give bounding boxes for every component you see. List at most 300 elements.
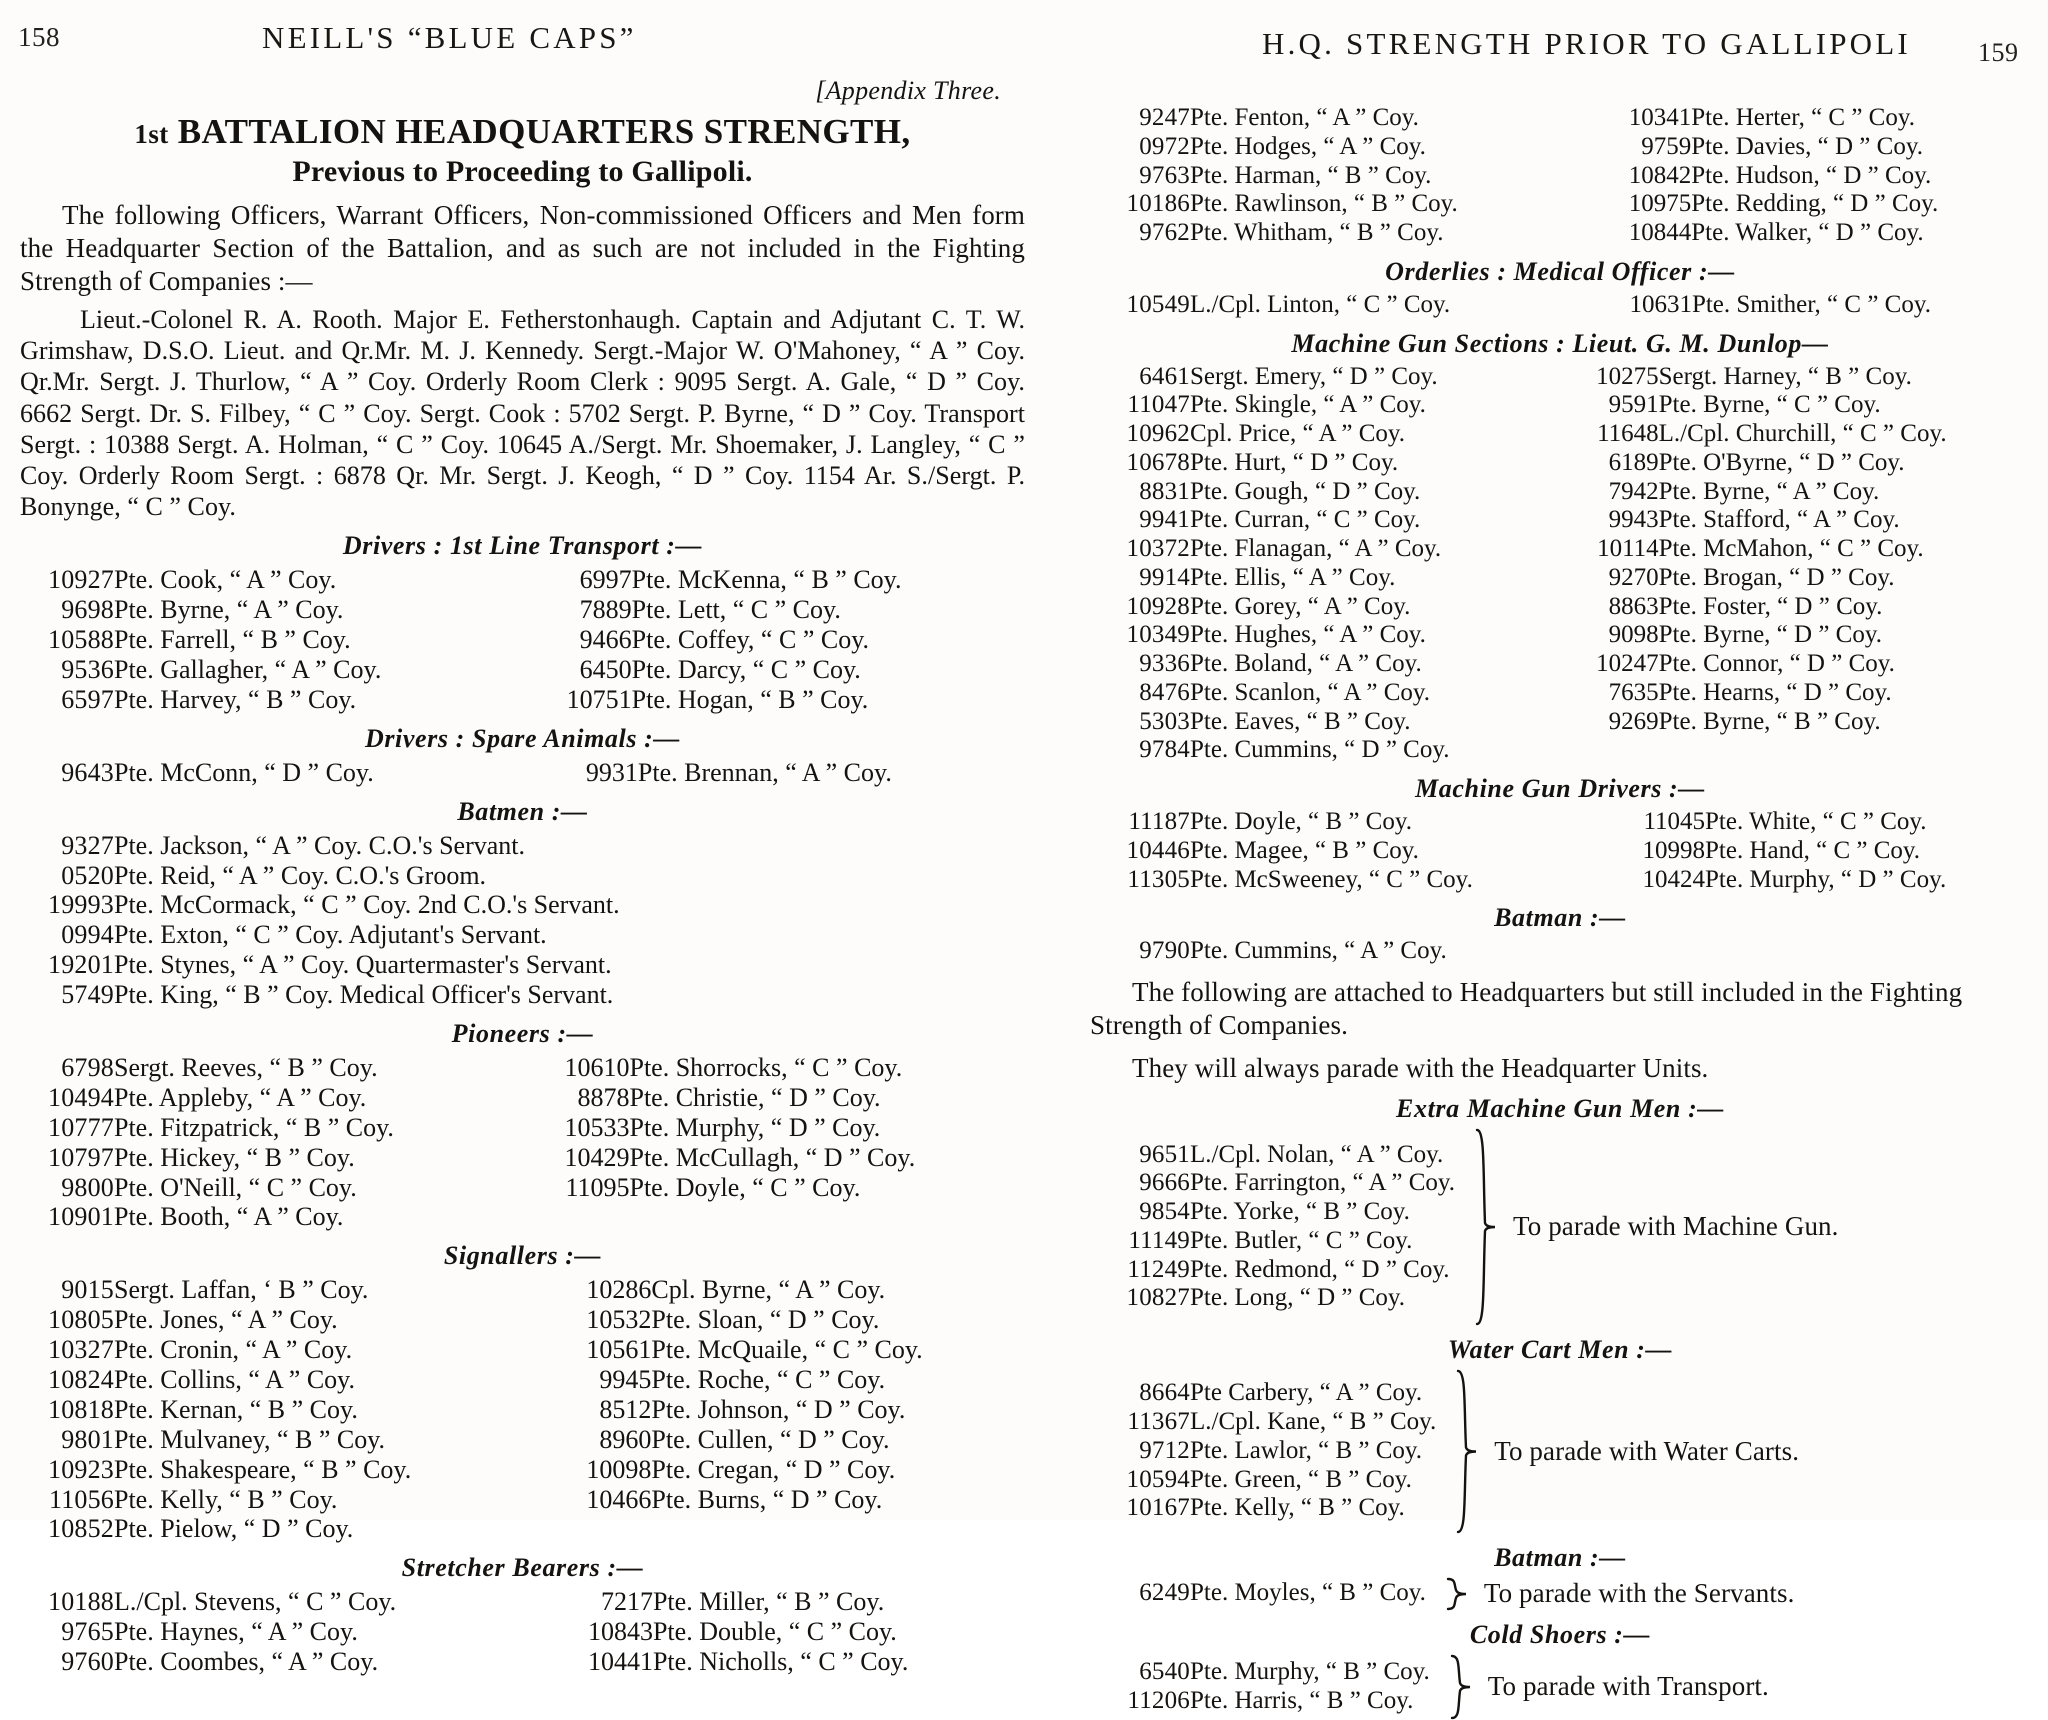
soldier-entry: Pte. Cronin, “ A ” Coy. <box>114 1335 353 1365</box>
left-roster-sections <box>20 531 1025 1677</box>
soldier-entry: Pte. Hodges, “ A ” Coy. <box>1190 132 1426 160</box>
section-heading: Pioneers :— <box>451 1019 594 1048</box>
service-number: 10923 <box>48 1454 114 1484</box>
service-number: 10532 <box>586 1305 652 1335</box>
service-number: 6597 <box>61 684 114 714</box>
column-gap <box>523 1455 557 1485</box>
service-number: 6997 <box>579 565 632 595</box>
service-number: 9098 <box>1608 621 1659 649</box>
soldier-entry: Pte. Shakespeare, “ B ” Coy. <box>114 1454 412 1484</box>
curly-brace-icon <box>1454 1369 1480 1534</box>
table-row <box>1090 1141 1455 1170</box>
soldier-entry: Pte. Hand, “ C ” Coy. <box>1705 836 1921 864</box>
table-row <box>1090 593 2030 622</box>
section-heading: Drivers : 1st Line Transport :— <box>342 531 703 561</box>
soldier-entry: Pte. Davies, “ D ” Coy. <box>1691 132 1923 160</box>
service-number: 10927 <box>48 565 114 595</box>
service-number: 10188 <box>48 1587 114 1617</box>
service-number: 10962 <box>1126 420 1190 447</box>
column-gap <box>501 1173 535 1203</box>
soldier-entry: Pte. Harris, “ B ” Coy. <box>1190 1686 1414 1714</box>
table-row <box>1090 808 2030 837</box>
running-head-left: NEILL'S “BLUE CAPS” <box>262 20 637 55</box>
section-heading: Batmen :— <box>457 796 588 826</box>
soldier-entry: Pte. Mulvaney, “ B ” Coy. <box>114 1424 386 1454</box>
soldier-entry: Pte. Christie, “ D ” Coy. <box>629 1082 881 1112</box>
table-row <box>20 1202 1025 1232</box>
service-number: 8878 <box>577 1082 630 1112</box>
table-row <box>20 595 1025 625</box>
service-number: 10631 <box>1629 290 1692 318</box>
service-number: 9336 <box>1139 650 1190 677</box>
table-row <box>1090 650 2030 679</box>
service-number: 9269 <box>1608 707 1659 735</box>
table-row <box>1090 1658 1430 1687</box>
soldier-entry: Pte. Hurt, “ D ” Coy. <box>1190 448 1399 476</box>
soldier-entry: Pte. Fitzpatrick, “ B ” Coy. <box>114 1112 394 1142</box>
service-number: 10349 <box>1126 621 1190 649</box>
table-row <box>1090 133 2030 162</box>
column-gap <box>1525 535 1559 564</box>
service-number: 9247 <box>1139 104 1190 131</box>
service-number: 10327 <box>48 1335 114 1365</box>
soldier-entry <box>651 1514 1025 1544</box>
column-gap <box>1525 363 1559 392</box>
roster-table <box>1090 808 2030 894</box>
table-row <box>1090 535 2030 564</box>
roster-table <box>1090 1379 1436 1523</box>
column-gap <box>523 1395 557 1425</box>
soldier-entry: Pte. Johnson, “ D ” Coy. <box>651 1394 906 1424</box>
soldier-entry: Pte. Exton, “ C ” Coy. Adjutant's Servant. <box>114 920 547 950</box>
service-number: 10678 <box>1126 448 1190 476</box>
soldier-entry: L./Cpl. Nolan, “ A ” Coy. <box>1190 1140 1444 1168</box>
soldier-entry: Sergt. Harney, “ B ” Coy. <box>1658 362 1912 390</box>
table-row <box>20 950 1025 980</box>
column-gap <box>1571 837 1605 866</box>
soldier-entry: Pte. Shorrocks, “ C ” Coy. <box>629 1053 903 1082</box>
brace-group <box>1090 1577 2030 1611</box>
service-number: 9759 <box>1641 132 1692 160</box>
service-number: 10446 <box>1126 836 1190 864</box>
soldier-entry: Pte. Cummins, “ A ” Coy. <box>1190 937 1447 965</box>
roster-table <box>20 1053 1025 1232</box>
service-number: 10824 <box>48 1365 114 1395</box>
column-gap <box>523 1275 557 1305</box>
brace-group <box>1090 1654 2030 1720</box>
service-number <box>557 1514 651 1544</box>
running-head-right: H.Q. STRENGTH PRIOR TO GALLIPOLI <box>1262 26 1911 61</box>
soldier-entry: Pte. Kernan, “ B ” Coy. <box>114 1394 358 1424</box>
soldier-entry: Pte. Redding, “ D ” Coy. <box>1691 190 1939 218</box>
service-number: 6540 <box>1139 1658 1190 1686</box>
column-gap <box>1557 190 1591 219</box>
section-heading: Cold Shoers :— <box>1469 1619 1651 1649</box>
service-number: 9762 <box>1139 219 1190 246</box>
column-gap <box>1557 219 1591 248</box>
table-row <box>1090 506 2030 535</box>
table-row <box>1090 736 2030 765</box>
service-number: 11045 <box>1643 808 1706 835</box>
soldier-entry: Cpl. Byrne, “ A ” Coy. <box>651 1275 886 1305</box>
service-number: 10494 <box>48 1082 114 1112</box>
column-gap <box>523 1305 557 1335</box>
soldier-entry: Pte. McQuaile, “ C ” Coy. <box>651 1335 923 1365</box>
column-gap <box>501 1083 535 1113</box>
service-number <box>535 1202 629 1232</box>
soldier-entry: Pte. Murphy, “ D ” Coy. <box>1705 865 1947 893</box>
column-gap <box>1525 391 1559 420</box>
column-gap <box>1525 593 1559 622</box>
soldier-entry: Pte. Magee, “ B ” Coy. <box>1190 836 1419 864</box>
soldier-entry: Pte. Connor, “ D ” Coy. <box>1658 650 1895 677</box>
table-row <box>20 1335 1025 1365</box>
folio-right: 159 <box>1978 38 2019 67</box>
column-gap <box>504 655 538 685</box>
table-row <box>1090 708 2030 737</box>
table-row <box>20 1173 1025 1203</box>
column-gap <box>525 1587 559 1617</box>
soldier-entry: Pte. King, “ B ” Coy. Medical Officer's Servant. <box>114 980 614 1010</box>
service-number <box>1559 736 1659 765</box>
table-row <box>20 1617 1025 1647</box>
service-number: 19201 <box>48 950 114 980</box>
table-row <box>1090 937 2030 966</box>
column-gap <box>1525 736 1559 765</box>
section-heading: Signallers :— <box>443 1241 602 1271</box>
service-number: 11249 <box>1127 1255 1190 1283</box>
service-number: 6249 <box>1139 1579 1190 1607</box>
service-number: 10186 <box>1126 190 1190 218</box>
column-gap <box>1896 937 1930 966</box>
soldier-entry: Pte. Walker, “ D ” Coy. <box>1691 219 1924 246</box>
soldier-entry: Pte. Doyle, “ B ” Coy. <box>1190 808 1412 835</box>
service-number: 10247 <box>1596 650 1659 677</box>
table-row <box>20 831 1025 861</box>
soldier-entry: Pte. Gough, “ D ” Coy. <box>1190 477 1421 505</box>
column-gap <box>523 1335 557 1365</box>
roster-table <box>1090 1658 1430 1716</box>
section-heading: Batman :— <box>1494 1542 1626 1572</box>
service-number: 10466 <box>586 1484 652 1514</box>
left-page-column <box>20 76 1025 1677</box>
soldier-entry: Pte. Cummins, “ D ” Coy. <box>1190 736 1450 764</box>
soldier-entry: Pte. Curran, “ C ” Coy. <box>1190 506 1421 534</box>
column-gap <box>1525 621 1559 650</box>
roster-table <box>1090 1141 1455 1314</box>
table-row <box>1090 1408 1436 1437</box>
soldier-entry: Pte. Skingle, “ A ” Coy. <box>1190 391 1426 419</box>
soldier-entry: Pte Carbery, “ A ” Coy. <box>1190 1379 1423 1407</box>
section-heading: Machine Gun Sections : Lieut. G. M. Dunlop— <box>1291 328 1829 358</box>
service-number: 8664 <box>1139 1379 1190 1407</box>
soldier-entry: Pte. Sloan, “ D ” Coy. <box>651 1305 880 1335</box>
service-number: 9591 <box>1608 391 1659 419</box>
service-number: 9945 <box>599 1365 652 1395</box>
column-gap <box>523 1425 557 1455</box>
section-heading: Extra Machine Gun Men :— <box>1396 1093 1724 1123</box>
soldier-entry: Pte. Moyles, “ B ” Coy. <box>1190 1579 1426 1607</box>
soldier-entry: Pte. Murphy, “ B ” Coy. <box>1190 1658 1430 1686</box>
column-gap <box>1557 104 1591 133</box>
service-number: 7217 <box>600 1587 653 1617</box>
table-row <box>20 861 1025 891</box>
page-title-ordinal: 1st <box>134 119 169 149</box>
table-row <box>1090 219 2030 248</box>
soldier-entry: L./Cpl. Kane, “ B ” Coy. <box>1190 1408 1437 1436</box>
soldier-entry: Pte. Nicholls, “ C ” Coy. <box>652 1647 909 1677</box>
service-number: 7635 <box>1608 678 1659 706</box>
service-number: 9666 <box>1139 1169 1190 1197</box>
soldier-entry <box>1659 736 2030 765</box>
service-number: 10805 <box>48 1305 114 1335</box>
soldier-entry: Pte. Miller, “ B ” Coy. <box>652 1587 885 1617</box>
column-gap <box>501 1202 535 1232</box>
soldier-entry: Pte. Stynes, “ A ” Coy. Quartermaster's Servant. <box>114 950 612 980</box>
column-gap <box>504 595 538 625</box>
service-number: 9931 <box>585 757 638 787</box>
service-number: 11187 <box>1128 808 1190 835</box>
service-number: 9914 <box>1139 563 1190 591</box>
column-gap <box>1571 866 1605 895</box>
right-page-column <box>1090 104 2030 1720</box>
soldier-entry: Pte. Harman, “ B ” Coy. <box>1190 161 1432 189</box>
service-number: 10610 <box>564 1053 630 1082</box>
table-row <box>20 685 1025 715</box>
soldier-entry: Pte. Gallagher, “ A ” Coy. <box>114 654 382 684</box>
column-gap <box>501 1143 535 1173</box>
section-heading: Stretcher Bearers :— <box>401 1553 644 1583</box>
column-gap <box>1558 291 1592 320</box>
service-number: 10286 <box>586 1275 652 1305</box>
column-gap <box>1525 650 1559 679</box>
service-number: 8863 <box>1608 592 1659 620</box>
roster-table <box>1090 937 2030 966</box>
service-number: 6798 <box>61 1053 114 1082</box>
table-row <box>20 1365 1025 1395</box>
service-number: 9651 <box>1139 1140 1190 1168</box>
table-row <box>20 625 1025 655</box>
soldier-entry: L./Cpl. Churchill, “ C ” Coy. <box>1658 420 1947 447</box>
service-number: 10429 <box>564 1142 630 1172</box>
soldier-entry: Pte. McCullagh, “ D ” Coy. <box>629 1142 916 1172</box>
service-number: 9327 <box>61 830 114 860</box>
service-number: 8512 <box>599 1394 652 1424</box>
soldier-entry: Pte. White, “ C ” Coy. <box>1705 808 1927 835</box>
soldier-entry: Pte. Doyle, “ C ” Coy. <box>629 1172 861 1202</box>
service-number: 10372 <box>1126 535 1190 562</box>
soldier-entry: Pte. Stafford, “ A ” Coy. <box>1658 506 1900 534</box>
soldier-entry: Pte. Harvey, “ B ” Coy. <box>114 684 357 714</box>
column-gap <box>1525 420 1559 449</box>
brace-group <box>1090 1128 2030 1326</box>
table-row <box>20 655 1025 685</box>
soldier-entry: Pte. Byrne, “ C ” Coy. <box>1658 391 1881 419</box>
service-number: 0520 <box>61 860 114 890</box>
table-row <box>1090 478 2030 507</box>
roster-table <box>1090 104 2030 248</box>
soldier-entry: Pte. Herter, “ C ” Coy. <box>1691 104 1915 131</box>
table-row <box>20 980 1025 1010</box>
parade-instruction: To parade with Machine Gun. <box>1513 1211 1839 1242</box>
service-number: 10843 <box>587 1617 653 1647</box>
soldier-entry: Pte. Farrell, “ B ” Coy. <box>114 625 351 655</box>
page-subtitle: Previous to Proceeding to Gallipoli. <box>292 155 753 189</box>
soldier-entry: Pte. Hudson, “ D ” Coy. <box>1691 161 1932 189</box>
column-gap <box>523 1514 557 1544</box>
intro-paragraph: The following Officers, Warrant Officers, Non-commissioned Officers and Men form the Headquarter Section of the Battalion, and as such are not included in the Fighting Strength of Companies :— <box>20 200 1025 297</box>
soldier-entry: Pte. Brennan, “ A ” Coy. <box>637 757 892 787</box>
page-title-rest: BATTALION HEADQUARTERS STRENGTH, <box>177 112 911 151</box>
table-row <box>1090 1466 1436 1495</box>
service-number: 10424 <box>1642 865 1706 893</box>
service-number: 10777 <box>48 1112 114 1142</box>
service-number: 10588 <box>48 625 114 655</box>
service-number: 8476 <box>1139 678 1190 706</box>
service-number: 10901 <box>48 1202 114 1232</box>
table-row <box>20 1053 1025 1083</box>
service-number: 6461 <box>1139 362 1190 390</box>
table-row <box>1090 1437 1436 1466</box>
curly-brace-icon <box>1444 1577 1470 1611</box>
table-row <box>1090 420 2030 449</box>
roster-table <box>20 565 1025 714</box>
column-gap <box>504 625 538 655</box>
roster-table <box>20 758 1025 788</box>
service-number: 10098 <box>586 1454 652 1484</box>
roster-table <box>20 1275 1025 1544</box>
service-number: 0994 <box>61 920 114 950</box>
soldier-entry: Pte. Kelly, “ B ” Coy. <box>1190 1494 1405 1522</box>
soldier-entry: Pte. Booth, “ A ” Coy. <box>114 1202 344 1232</box>
soldier-entry: Pte. Jones, “ A ” Coy. <box>114 1305 338 1335</box>
section-heading: Drivers : Spare Animals :— <box>364 723 681 753</box>
table-row <box>20 1275 1025 1305</box>
soldier-entry: Pte. Farrington, “ A ” Coy. <box>1190 1169 1456 1197</box>
column-gap <box>523 1365 557 1395</box>
service-number: 8960 <box>599 1424 652 1454</box>
soldier-entry: Pte. Scanlon, “ A ” Coy. <box>1190 678 1431 706</box>
soldier-entry: Pte. Rawlinson, “ B ” Coy. <box>1190 190 1458 218</box>
soldier-entry: Pte. Appleby, “ A ” Coy. <box>114 1082 367 1112</box>
column-gap <box>501 1113 535 1143</box>
roster-table <box>1090 291 2030 320</box>
service-number: 10561 <box>586 1335 652 1365</box>
column-gap <box>504 565 538 595</box>
service-number: 10928 <box>1126 592 1190 620</box>
soldier-entry: Pte. Byrne, “ D ” Coy. <box>1658 621 1882 649</box>
soldier-entry: Pte. Hickey, “ B ” Coy. <box>114 1142 355 1172</box>
column-gap <box>1525 708 1559 737</box>
section-heading: Machine Gun Drivers :— <box>1415 774 1705 803</box>
column-gap <box>510 758 544 788</box>
soldier-entry: L./Cpl. Stevens, “ C ” Coy. <box>114 1587 397 1617</box>
service-number: 10167 <box>1126 1494 1190 1522</box>
soldier-entry: Pte. Cook, “ A ” Coy. <box>114 565 337 595</box>
soldier-entry: Pte. Burns, “ D ” Coy. <box>651 1484 883 1514</box>
table-row <box>1090 1494 1436 1523</box>
curly-brace-icon <box>1473 1128 1499 1326</box>
soldier-entry: Pte. Fenton, “ A ” Coy. <box>1190 104 1419 131</box>
service-number: 9943 <box>1608 506 1659 534</box>
column-gap <box>1525 506 1559 535</box>
service-number: 10842 <box>1628 161 1692 189</box>
table-row <box>1090 866 2030 895</box>
soldier-entry: Pte. Gorey, “ A ” Coy. <box>1190 592 1411 620</box>
roster-table <box>1090 363 2030 766</box>
attached-note-1: The following are attached to Headquarters but still included in the Fighting Strength of Companies. <box>1090 977 1963 1040</box>
table-row <box>20 1425 1025 1455</box>
soldier-entry: Cpl. Price, “ A ” Coy. <box>1190 420 1406 447</box>
table-row <box>20 1485 1025 1515</box>
soldier-entry: Pte. Lawlor, “ B ” Coy. <box>1190 1436 1423 1464</box>
soldier-entry: Pte. Hearns, “ D ” Coy. <box>1658 678 1892 706</box>
service-number: 6450 <box>579 654 632 684</box>
service-number: 9643 <box>61 757 114 787</box>
table-row <box>20 1514 1025 1544</box>
soldier-entry: Pte. Roche, “ C ” Coy. <box>651 1365 886 1395</box>
service-number: 10441 <box>587 1647 653 1677</box>
soldier-entry: Pte. Hughes, “ A ” Coy. <box>1190 621 1426 649</box>
service-number: 10751 <box>566 684 632 714</box>
column-gap <box>504 685 538 715</box>
table-row <box>20 1143 1025 1173</box>
service-number: 7942 <box>1608 477 1659 505</box>
service-number: 9854 <box>1139 1198 1190 1226</box>
table-row <box>1090 1169 1455 1198</box>
service-number: 9765 <box>61 1617 114 1647</box>
service-number: 10998 <box>1642 836 1706 864</box>
column-gap <box>1525 679 1559 708</box>
soldier-entry: Pte. Byrne, “ A ” Coy. <box>114 595 344 625</box>
service-number: 11056 <box>48 1484 114 1514</box>
soldier-entry: Pte. Coffey, “ C ” Coy. <box>631 625 870 655</box>
service-number: 9698 <box>61 595 114 625</box>
table-row <box>20 565 1025 595</box>
roster-table <box>20 1587 1025 1677</box>
soldier-entry: Pte. Jackson, “ A ” Coy. C.O.'s Servant. <box>114 830 526 860</box>
soldier-entry: Pte. Long, “ D ” Coy. <box>1190 1284 1406 1312</box>
soldier-entry: Pte. O'Neill, “ C ” Coy. <box>114 1172 357 1202</box>
soldier-entry: Pte. Lett, “ C ” Coy. <box>631 595 841 625</box>
soldier-entry: Pte. Cullen, “ D ” Coy. <box>651 1424 890 1454</box>
service-number: 11149 <box>1128 1226 1190 1254</box>
soldier-entry: Pte. Coombes, “ A ” Coy. <box>114 1647 379 1677</box>
service-number: 10827 <box>1126 1284 1190 1312</box>
soldier-entry: Pte. Flanagan, “ A ” Coy. <box>1190 535 1442 562</box>
table-row <box>1090 291 2030 320</box>
table-row <box>1090 190 2030 219</box>
soldier-entry: Pte. McSweeney, “ C ” Coy. <box>1190 865 1473 893</box>
soldier-entry: Sergt. Laffan, ‘ B ” Coy. <box>114 1275 369 1305</box>
service-number: 10114 <box>1597 535 1659 562</box>
table-row <box>20 758 1025 788</box>
table-row <box>1090 449 2030 478</box>
parade-instruction: To parade with Transport. <box>1487 1671 1769 1702</box>
table-row <box>20 1305 1025 1335</box>
column-gap <box>1525 478 1559 507</box>
soldier-entry: Pte. Boland, “ A ” Coy. <box>1190 650 1422 677</box>
service-number: 11648 <box>1597 420 1659 447</box>
service-number: 9270 <box>1608 563 1659 591</box>
service-number: 19993 <box>48 890 114 920</box>
table-row <box>1090 1579 1426 1608</box>
service-number: 5303 <box>1139 707 1190 735</box>
table-row <box>20 1083 1025 1113</box>
column-gap <box>1525 564 1559 593</box>
service-number: 5749 <box>61 980 114 1010</box>
soldier-entry: Pte. Redmond, “ D ” Coy. <box>1190 1255 1450 1283</box>
